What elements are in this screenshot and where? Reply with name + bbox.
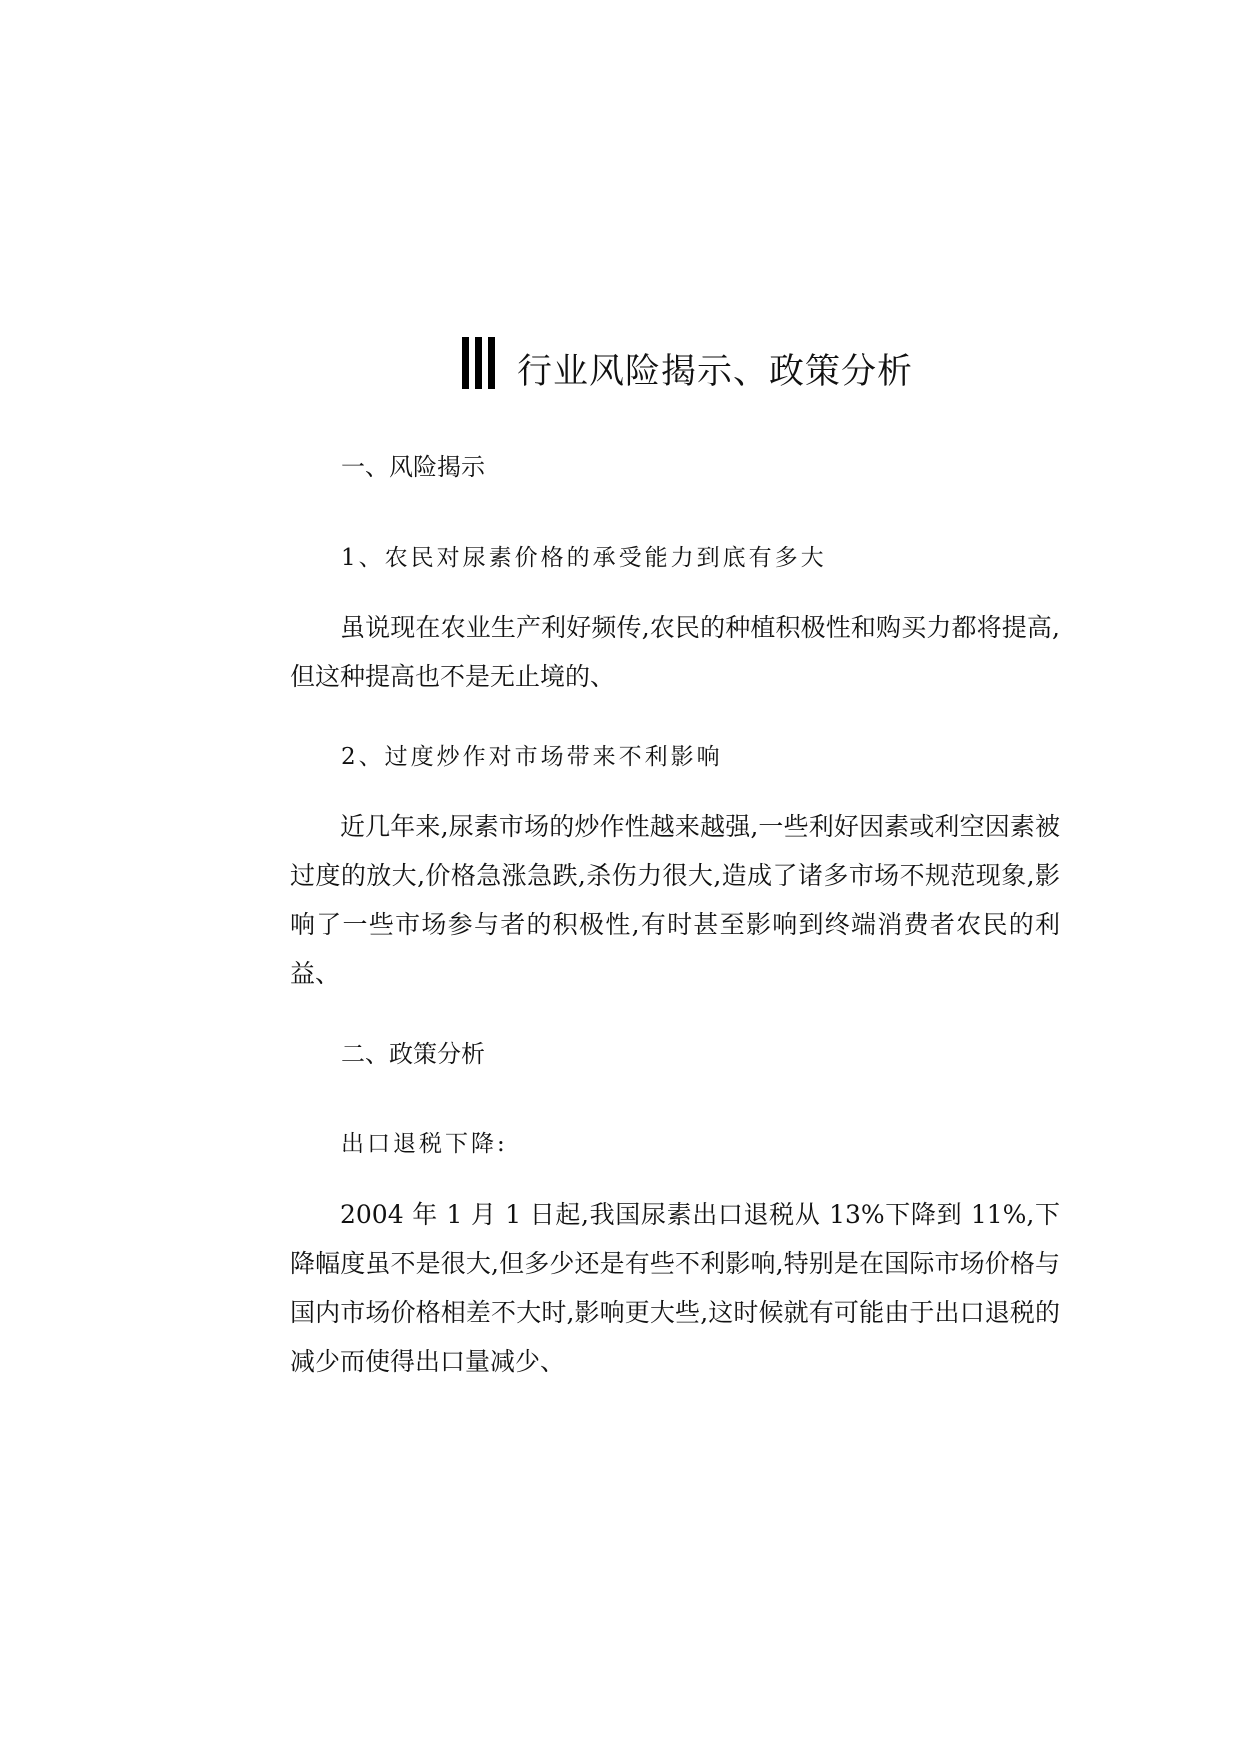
chapter-title — [462, 342, 913, 396]
subheading-farmer-affordability: 1、农民对尿素价格的承受能力到底有多大 — [341, 545, 827, 571]
subheading-export-rebate: 出口退税下降: — [341, 1131, 508, 1157]
paragraph-farmer-affordability: 虽说现在农业生产利好频传,农民的种植积极性和购买力都将提高,但这种提高也不是无止境的、 — [290, 613, 1060, 691]
chapter-bars-icon — [462, 337, 495, 389]
section-heading-risk: 一、风险揭示 — [341, 453, 485, 481]
paragraph-export-rebate: 2004 年 1 月 1 日起,我国尿素出口退税从 13%下降到 11%,下降幅度虽不是很大,但多少还是有些不利影响,特别是在国际市场价格与国内市场价格相差不大时,影响更大些,这时候就有可能由于出口退税的减少而使得出口量减少、 — [290, 1200, 1060, 1376]
section-heading-policy: 二、政策分析 — [341, 1040, 485, 1068]
chapter-title-text: 行业风险揭示、政策分析 — [517, 352, 914, 392]
subheading-speculation: 2、过度炒作对市场带来不利影响 — [341, 744, 723, 770]
paragraph-speculation: 近几年来,尿素市场的炒作性越来越强,一些利好因素或利空因素被过度的放大,价格急涨急跌,杀伤力很大,造成了诸多市场不规范现象,影响了一些市场参与者的积极性,有时甚至影响到终端消费者农民的利益、 — [290, 812, 1060, 988]
